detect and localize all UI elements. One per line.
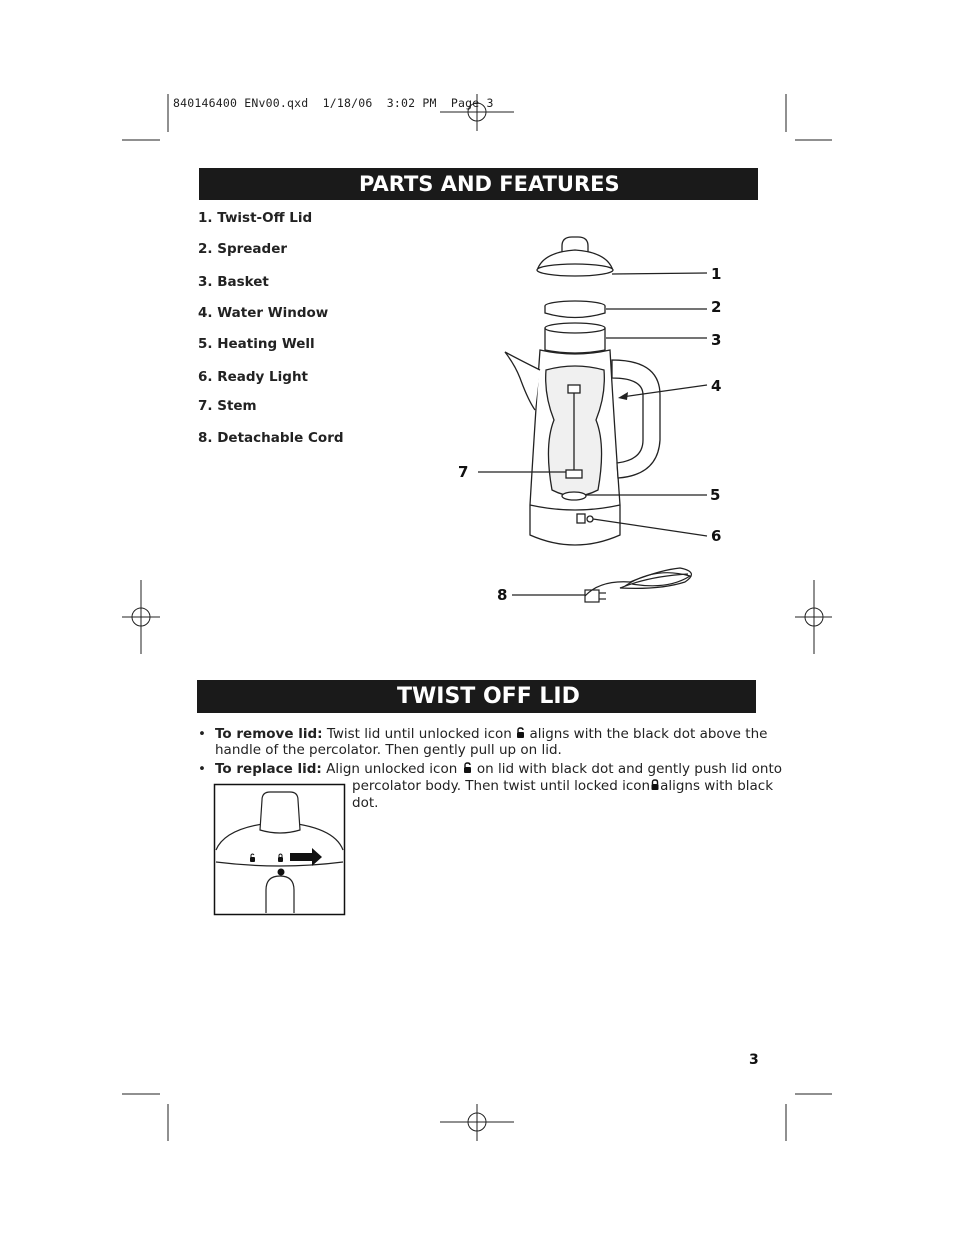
remove-lid-text: aligns with the black dot above the	[529, 726, 768, 742]
page-number: 3	[749, 1052, 759, 1068]
list-item: 4. Water Window	[198, 305, 329, 321]
remove-lid-label: To remove lid:	[215, 726, 323, 742]
replace-lid-text: Align unlocked icon	[326, 761, 458, 777]
list-item: 5. Heating Well	[198, 336, 315, 352]
replace-lid-text: percolator body. Then twist until locked icon	[352, 778, 651, 794]
replace-lid-text: dot.	[352, 795, 379, 811]
callout-number: 6	[711, 527, 722, 545]
callout-number: 3	[711, 331, 722, 349]
list-item: 6. Ready Light	[198, 369, 309, 385]
replace-lid-text: aligns with black	[660, 778, 774, 794]
remove-lid-text: Twist lid until unlocked icon	[326, 726, 512, 742]
replace-lid-label: To replace lid:	[215, 761, 322, 777]
list-item: 1. Twist-Off Lid	[198, 210, 313, 226]
callout-number: 8	[497, 586, 508, 604]
list-item: 2. Spreader	[198, 241, 288, 257]
remove-lid-text: handle of the percolator. Then gently pull up on lid.	[215, 742, 562, 758]
lid-section-title: TWIST OFF LID	[197, 680, 756, 713]
bullet: •	[198, 726, 206, 742]
bullet: •	[198, 761, 206, 777]
callout-number: 1	[711, 265, 722, 283]
file-slug: 840146400 ENv00.qxd 1/18/06 3:02 PM Page 3	[173, 96, 494, 110]
list-item: 7. Stem	[198, 398, 257, 414]
callout-number: 5	[710, 486, 721, 504]
replace-lid-text: on lid with black dot and gently push lid onto	[476, 761, 782, 777]
parts-section-title: PARTS AND FEATURES	[199, 168, 758, 200]
list-item: 8. Detachable Cord	[198, 430, 344, 446]
callout-number: 2	[711, 298, 722, 316]
list-item: 3. Basket	[198, 274, 269, 290]
callout-number: 7	[458, 463, 469, 481]
callout-number: 4	[711, 377, 722, 395]
